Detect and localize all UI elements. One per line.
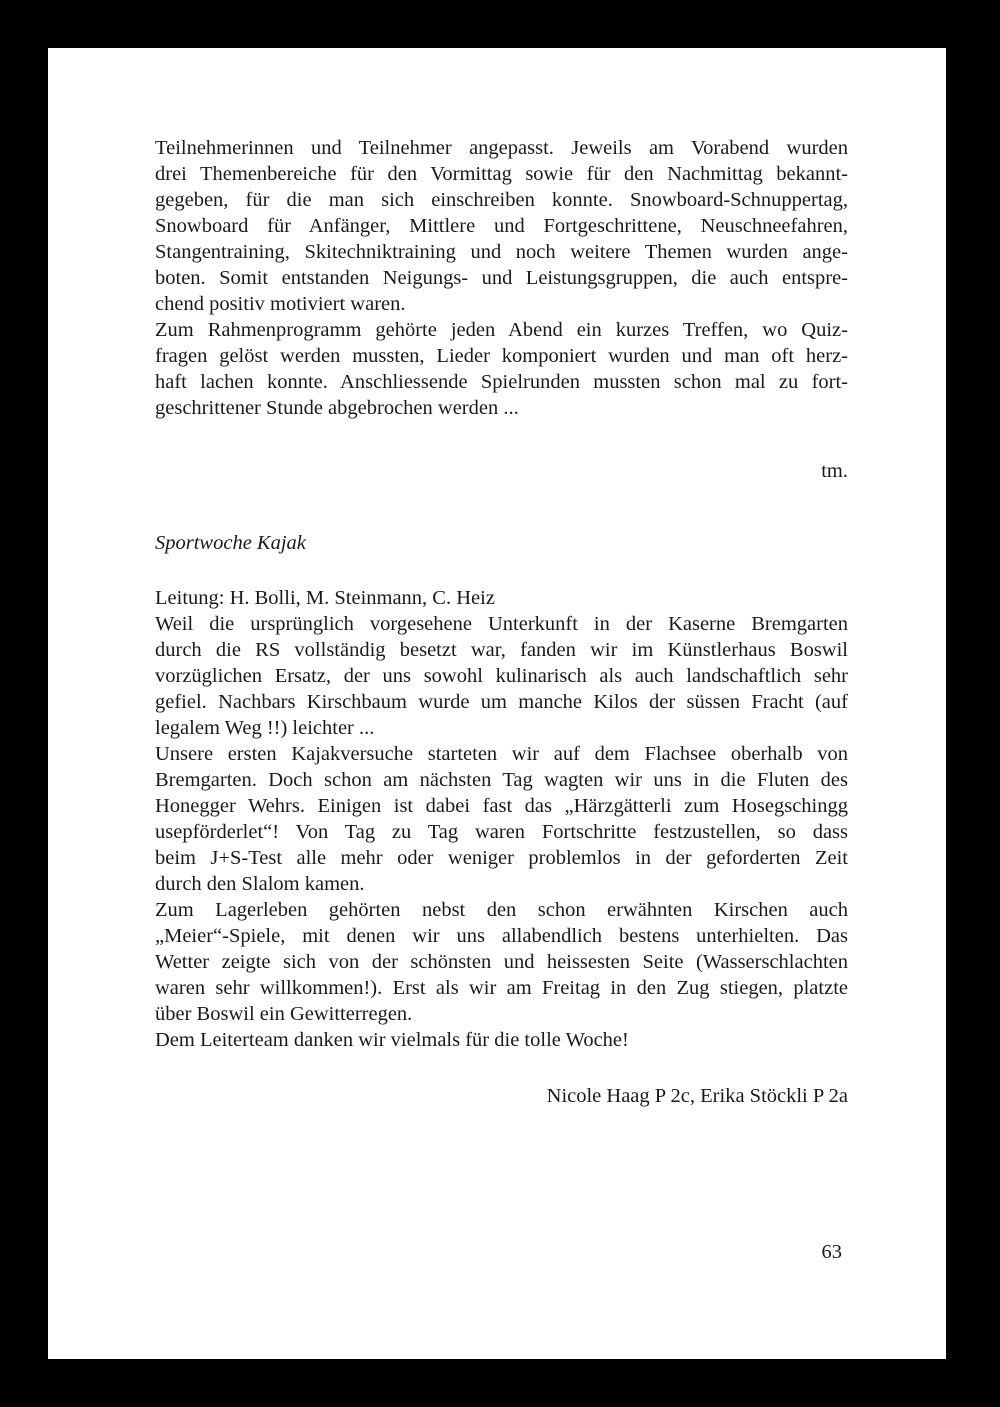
text-line: „Meier“-Spiele, mit denen wir uns allabendlich bestens unterhielten. Das <box>155 925 848 947</box>
text-line: Dem Leiterteam danken wir vielmals für die tolle Woche! <box>155 1029 629 1051</box>
text-line: durch die RS vollständig besetzt war, fanden wir im Künstlerhaus Boswil <box>155 639 848 661</box>
text-line: Zum Lagerleben gehörten nebst den schon erwähnten Kirschen auch <box>155 899 848 921</box>
section-heading: Sportwoche Kajak <box>155 532 306 554</box>
text-line: durch den Slalom kamen. <box>155 873 365 895</box>
text-line: Weil die ursprünglich vorgesehene Unterkunft in der Kaserne Bremgarten <box>155 613 848 635</box>
text-line: vorzüglichen Ersatz, der uns sowohl kulinarisch als auch landschaftlich sehr <box>155 665 848 687</box>
text-line: geschrittener Stunde abgebrochen werden ... <box>155 397 519 419</box>
text-line: waren sehr willkommen!). Erst als wir am Freitag in den Zug stiegen, platzte <box>155 977 848 999</box>
text-line: boten. Somit entstanden Neigungs- und Leistungsgruppen, die auch entspre- <box>155 267 848 289</box>
section-signature: tm. <box>821 460 848 482</box>
text-line: Teilnehmerinnen und Teilnehmer angepasst. Jeweils am Vorabend wurden <box>155 137 848 159</box>
page-number: 63 <box>821 1241 842 1263</box>
text-line: gegeben, für die man sich einschreiben konnte. Snowboard-Schnuppertag, <box>155 189 848 211</box>
text-line: haft lachen konnte. Anschliessende Spielrunden mussten schon mal zu fort- <box>155 371 848 393</box>
text-line: fragen gelöst werden mussten, Lieder komponiert wurden und man oft herz- <box>155 345 848 367</box>
text-line: über Boswil ein Gewitterregen. <box>155 1003 413 1025</box>
text-line: Unsere ersten Kajakversuche starteten wir auf dem Flachsee oberhalb von <box>155 743 848 765</box>
text-line: legalem Weg !!) leichter ... <box>155 717 375 739</box>
text-line: Snowboard für Anfänger, Mittlere und Fortgeschrittene, Neuschneefahren, <box>155 215 848 237</box>
text-line: gefiel. Nachbars Kirschbaum wurde um manche Kilos der süssen Fracht (auf <box>155 691 848 713</box>
text-line: Wetter zeigte sich von der schönsten und heissesten Seite (Wasserschlachten <box>155 951 848 973</box>
text-line: Honegger Wehrs. Einigen ist dabei fast das „Härzgätterli zum Hosegschingg <box>155 795 848 817</box>
text-line: Stangentraining, Skitechniktraining und noch weitere Themen wurden ange- <box>155 241 848 263</box>
text-line: drei Themenbereiche für den Vormittag sowie für den Nachmittag bekannt- <box>155 163 848 185</box>
author-signature: Nicole Haag P 2c, Erika Stöckli P 2a <box>546 1085 848 1107</box>
text-line: beim J+S-Test alle mehr oder weniger problemlos in der geforderten Zeit <box>155 847 848 869</box>
document-page <box>48 48 946 1359</box>
text-line: Leitung: H. Bolli, M. Steinmann, C. Heiz <box>155 587 495 609</box>
text-line: Bremgarten. Doch schon am nächsten Tag wagten wir uns in die Fluten des <box>155 769 848 791</box>
text-line: Zum Rahmenprogramm gehörte jeden Abend ein kurzes Treffen, wo Quiz- <box>155 319 848 341</box>
text-line: chend positiv motiviert waren. <box>155 293 406 315</box>
text-line: usepförderlet“! Von Tag zu Tag waren Fortschritte festzustellen, so dass <box>155 821 848 843</box>
